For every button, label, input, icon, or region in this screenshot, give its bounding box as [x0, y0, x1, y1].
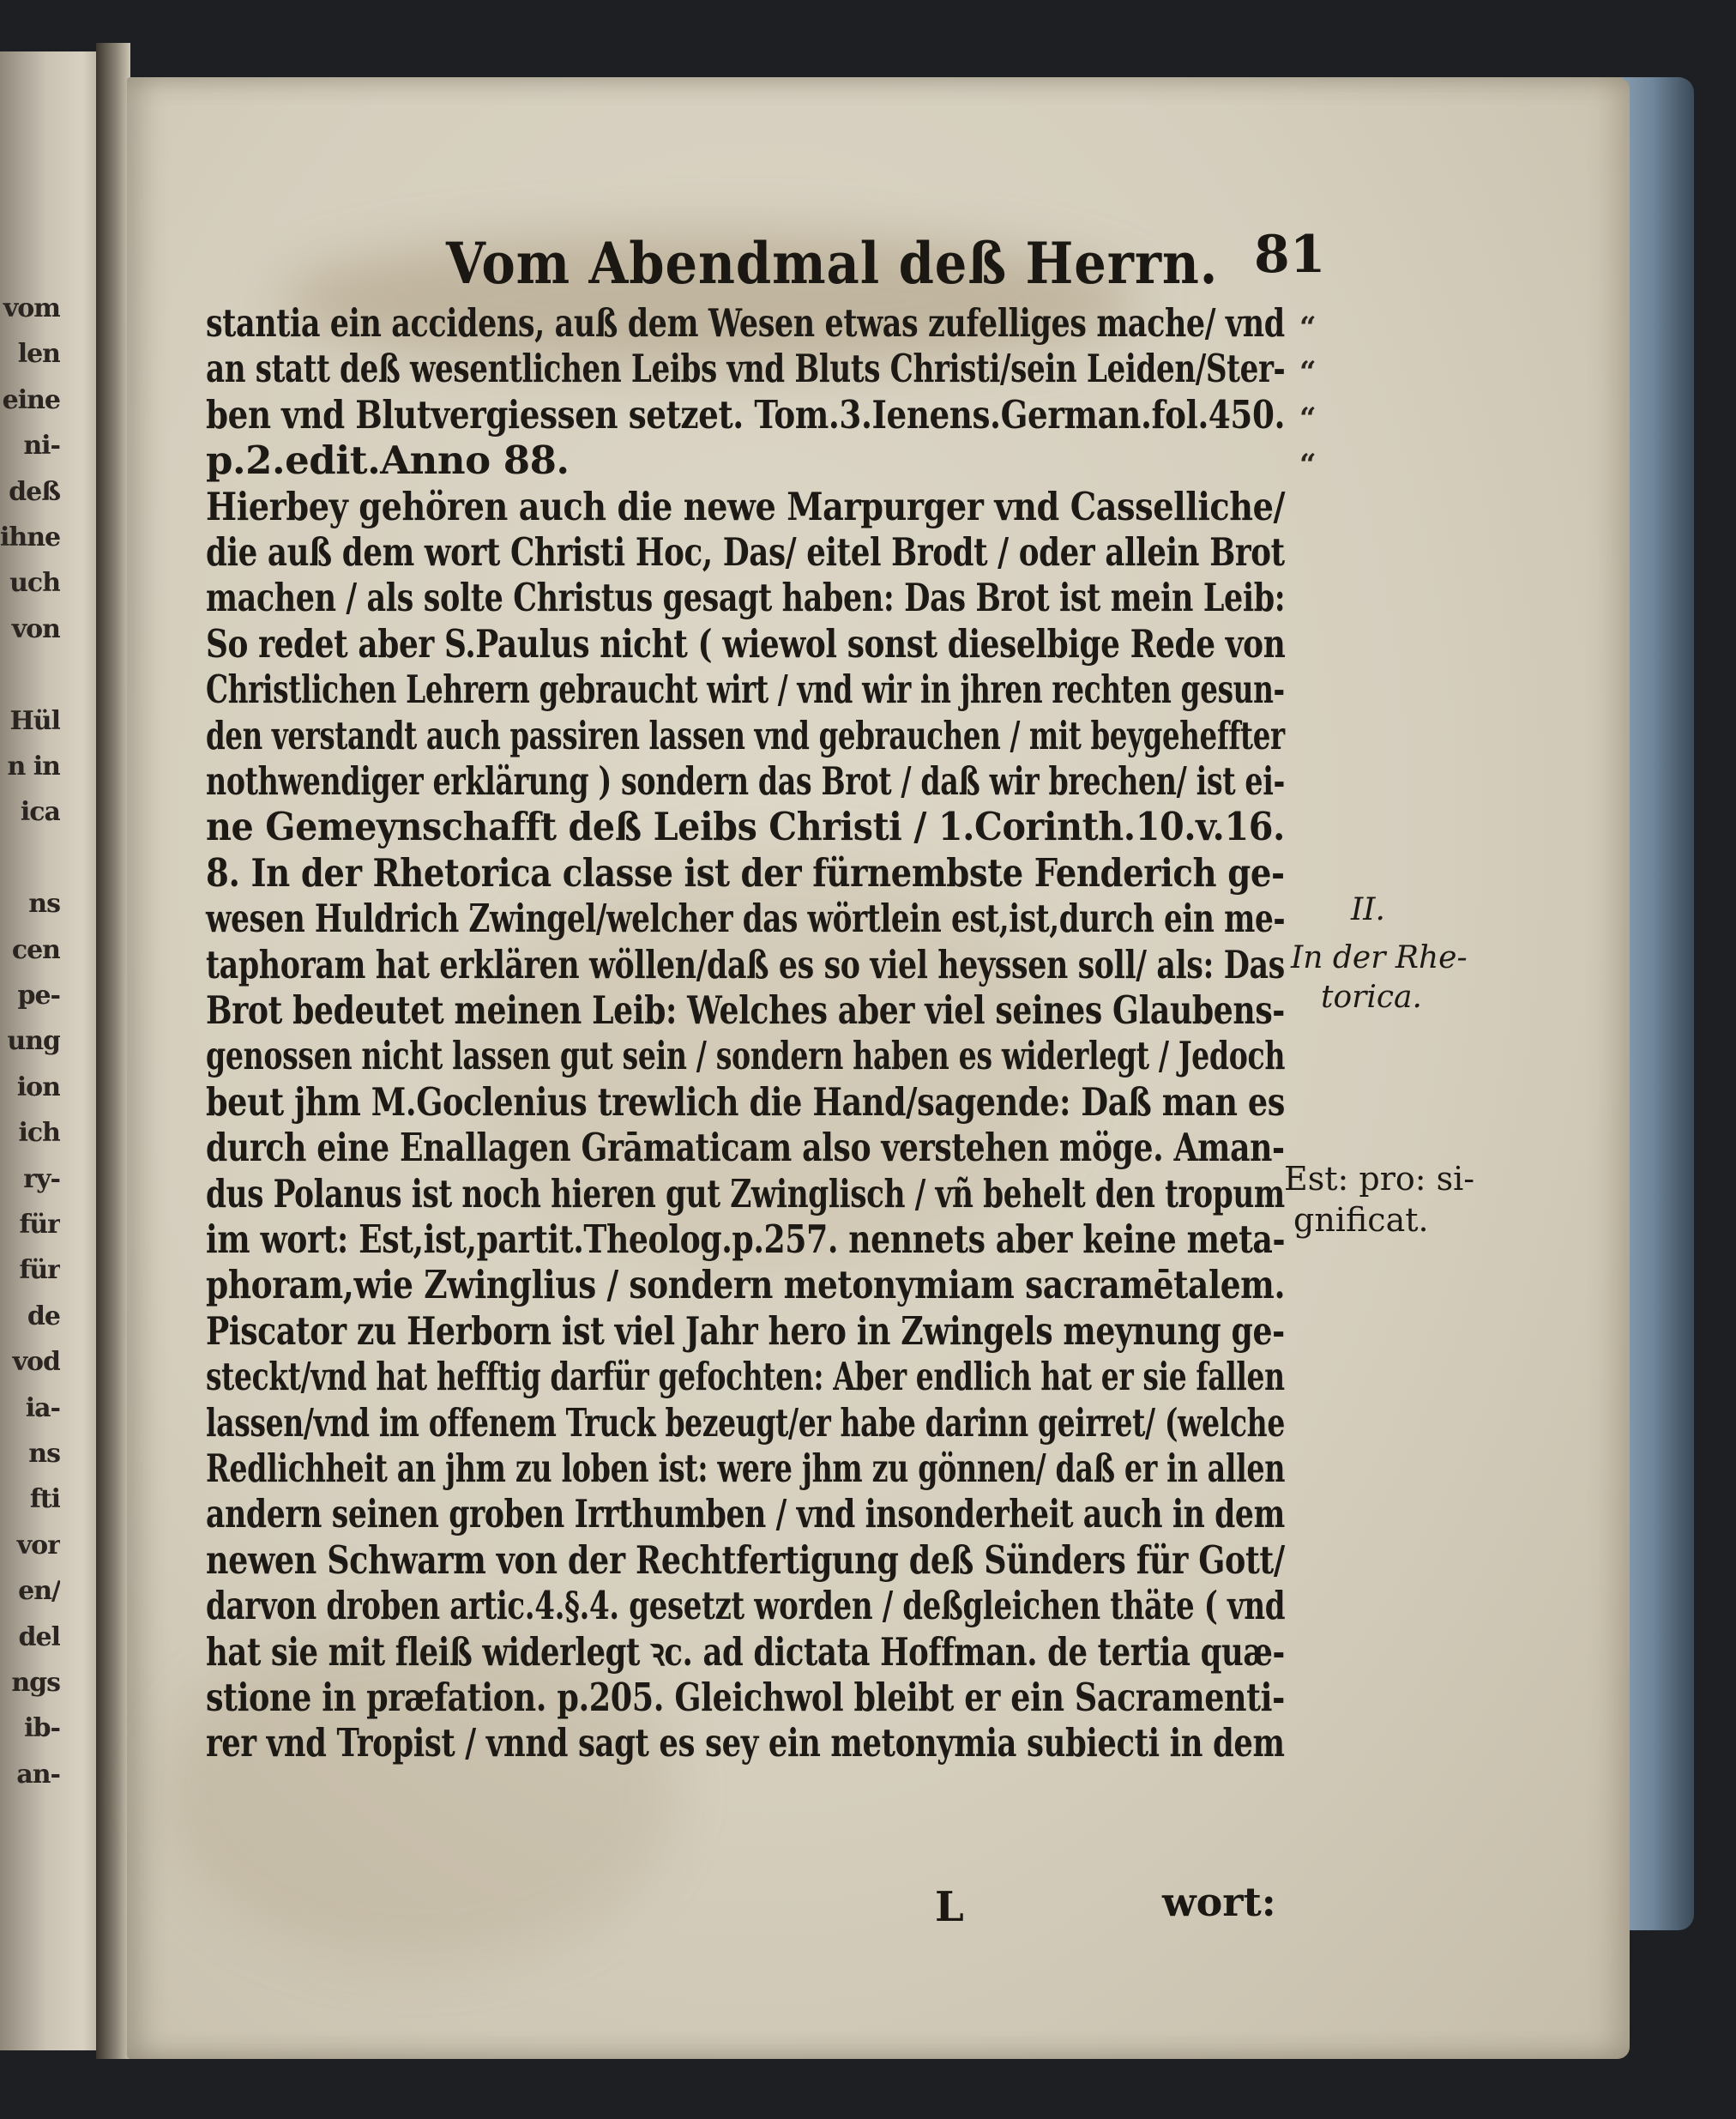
left-page-fragment	[0, 843, 60, 878]
text-line: Piscator zu Herborn ist viel Jahr hero in Zwingels meynung ge-	[206, 1307, 1285, 1354]
text-line: Hierbey gehören auch die newe Marpurger vnd Casselliche/	[206, 483, 1286, 529]
left-page-fragment: vod	[12, 1347, 60, 1378]
text-line: machen / als solte Christus gesagt haben: Das Brot ist mein Leib:	[206, 575, 1286, 621]
text-line: rer vnd Tropist / vnnd sagt es sey ein metonymia subiecti in dem	[206, 1720, 1285, 1766]
text-line: genossen nicht lassen gut sein / sondern haben es widerlegt / Jedoch	[206, 1033, 1286, 1079]
left-page-fragment: von	[11, 613, 60, 644]
left-page-fragment: n in	[7, 752, 60, 782]
left-page-fragment: ni-	[23, 431, 60, 462]
left-page-fragment: vom	[3, 293, 60, 323]
text-line: Christlichen Lehrern gebraucht wirt / vnd wir in jhren rechten gesun-	[206, 667, 1285, 713]
left-page-fragment: deß	[9, 476, 60, 507]
signature-mark: L	[935, 1883, 964, 1931]
left-page-fragment: Hül	[9, 705, 60, 736]
left-page-fragment: ica	[20, 797, 60, 828]
left-page-fragment: ngs	[11, 1668, 60, 1698]
margin-est-note-cont: gnificat.	[1293, 1201, 1429, 1239]
text-line: darvon droben artic.4.§.4. gesetzt worden / deßgleichen thäte ( vnd	[206, 1583, 1286, 1629]
text-line: beut jhm M.Goclenius trewlich die Hand/sagende: Daß man es	[206, 1078, 1285, 1125]
text-line: Brot bedeutet meinen Leib: Welches aber viel seines Glaubens-	[206, 987, 1285, 1033]
text-line: die auß dem wort Christi Hoc, Das/ eitel Brodt / oder allein Brot	[206, 529, 1285, 575]
left-page-fragment: fti	[29, 1484, 60, 1515]
page-number: 81	[1254, 225, 1326, 285]
text-line: nothwendiger erklärung ) sondern das Brot / daß wir brechen/ ist ei-	[206, 758, 1285, 804]
left-page-fragment: del	[18, 1621, 60, 1652]
text-line: Redlichheit an jhm zu loben ist: were jhm zu gönnen/ daß er in allen	[206, 1446, 1286, 1491]
text-line: ne Gemeynschafft deß Leibs Christi / 1.Corinth.10.v.16.	[206, 804, 1285, 850]
quote-mark: “	[1299, 311, 1317, 345]
running-title: Vom Abendmal deß Herrn.	[446, 230, 1219, 297]
left-page-fragment: eine	[2, 384, 60, 415]
left-page-fragment: vor	[16, 1530, 60, 1561]
text-line: So redet aber S.Paulus nicht ( wiewol sonst dieselbige Rede von	[206, 620, 1286, 667]
margin-est-note: Est: pro: si-	[1284, 1160, 1475, 1198]
left-page-fragment: ib-	[24, 1713, 60, 1744]
text-line: 8. In der Rhetorica classe ist der fürnembste Fenderich ge-	[206, 849, 1285, 896]
left-page-fragment: ung	[7, 1026, 60, 1057]
left-page-fragment: de	[27, 1301, 60, 1331]
catchword: wort:	[1162, 1879, 1276, 1925]
left-page-fragment: len	[17, 339, 60, 370]
text-line: newen Schwarm von der Rechtfertigung deß Sünders für Gott/	[206, 1536, 1285, 1583]
text-line: an statt deß wesentlichen Leibs vnd Bluts Christi/sein Leiden/Ster-	[206, 346, 1286, 392]
left-page-fragment: en/	[18, 1576, 60, 1607]
margin-section-number: II.	[1351, 892, 1385, 927]
left-page-edge	[0, 51, 103, 2050]
margin-section-title-cont: torica.	[1321, 980, 1422, 1015]
text-line: stantia ein accidens, auß dem Wesen etwas zufelliges mache/ vnd	[206, 300, 1285, 346]
quote-mark: “	[1299, 401, 1317, 436]
left-page-fragment: für	[19, 1210, 60, 1240]
text-line: dus Polanus ist noch hieren gut Zwinglisch / vñ behelt den tropum	[206, 1170, 1285, 1216]
margin-section-title: In der Rhe-	[1291, 940, 1468, 975]
quote-mark: “	[1299, 448, 1317, 482]
left-page-fragment: an-	[16, 1759, 60, 1790]
text-line: wesen Huldrich Zwingel/welcher das wörtlein est,ist,durch ein me-	[206, 896, 1286, 942]
left-page-fragment: ns	[28, 889, 60, 920]
left-page-fragment: ion	[16, 1072, 60, 1102]
text-line: hat sie mit fleiß widerlegt ꝛc. ad dictata Hoffman. de tertia quæ-	[206, 1628, 1285, 1675]
left-page-fragment: ry-	[23, 1163, 60, 1194]
text-line: andern seinen groben Irrthumben / vnd insonderheit auch in dem	[206, 1491, 1285, 1537]
left-page-fragment: ihne	[0, 522, 60, 552]
left-page-fragment: uch	[9, 568, 60, 599]
text-line: taphoram hat erklären wöllen/daß es so viel heyssen soll/ als: Das	[206, 941, 1285, 987]
text-line: im wort: Est,ist,partit.Theolog.p.257. nennets aber keine meta-	[206, 1216, 1286, 1262]
left-page-fragment: für	[19, 1255, 60, 1286]
quote-mark: “	[1299, 355, 1317, 389]
text-line: ben vnd Blutvergiessen setzet. Tom.3.Ienens.German.fol.450.	[206, 391, 1286, 438]
text-line: steckt/vnd hat hefftig darfür gefochten: Aber endlich hat er sie fallen	[206, 1354, 1285, 1400]
text-line: stione in præfation. p.205. Gleichwol bleibt er ein Sacramenti-	[206, 1675, 1285, 1720]
text-line: den verstandt auch passiren lassen vnd gebrauchen / mit beygeheffter	[206, 712, 1285, 758]
book-gutter	[96, 43, 130, 2059]
left-page-fragment: pe-	[17, 981, 60, 1011]
left-page-fragment: ia-	[25, 1392, 60, 1423]
text-line: phoram,wie Zwinglius / sondern metonymiam sacramētalem.	[206, 1262, 1286, 1308]
text-line: lassen/vnd im offenem Truck bezeugt/er habe darinn geirret/ (welche	[206, 1399, 1285, 1446]
left-page-fragment: ich	[18, 1118, 60, 1149]
text-line: p.2.edit.Anno 88.	[206, 438, 570, 484]
left-page-fragment: ns	[28, 1439, 60, 1469]
left-page-fragment: cen	[11, 934, 60, 965]
text-line: durch eine Enallagen Grāmaticam also verstehen möge. Aman-	[206, 1125, 1285, 1171]
left-page-fragment	[0, 660, 60, 694]
